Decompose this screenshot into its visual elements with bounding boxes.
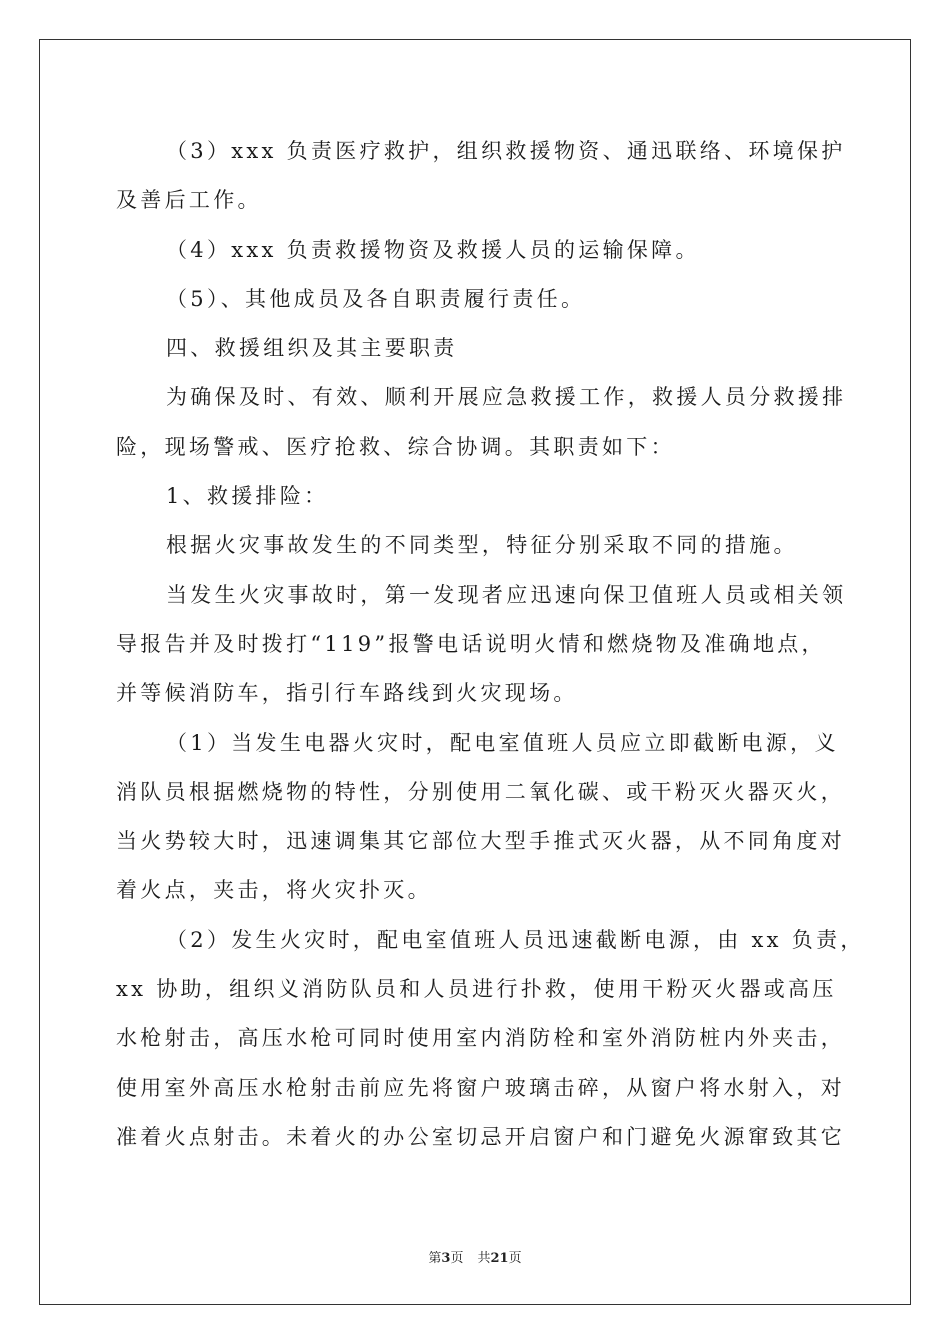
text-line: （1）当发生电器火灾时，配电室值班人员应立即截断电源，义 [166,730,839,755]
text-line: 险，现场警戒、医疗抢救、综合协调。其职责如下： [116,434,675,459]
total-prefix: 共 [477,1251,491,1266]
text-line: （2）发生火灾时，配电室值班人员迅速截断电源，由 xx 负责， [166,927,865,952]
total-suffix: 页 [508,1251,522,1266]
total-pages: 21 [490,1251,509,1266]
text-line: 着火点，夹击，将火灾扑灭。 [116,878,432,903]
section-heading: 四、救援组织及其主要职责 [166,336,458,361]
text-line: 导报告并及时拨打“119”报警电话说明火情和燃烧物及准确地点， [116,631,826,656]
text-line: 准着火点射击。未着火的办公室切忌开启窗户和门避免火源窜致其它 [116,1124,845,1149]
page-suffix: 页 [450,1251,464,1266]
page-prefix: 第 [428,1251,442,1266]
text-line: （3）xxx 负责医疗救护，组织救援物资、通迅联络、环境保护 [166,139,846,163]
text-line: 当火势较大时，迅速调集其它部位大型手推式灭火器，从不同角度对 [116,829,845,854]
text-line: 为确保及时、有效、顺利开展应急救援工作，救援人员分救援排 [166,385,847,410]
text-line: （5）、其他成员及各自职责履行责任。 [166,286,586,311]
text-line: 消队员根据燃烧物的特性，分别使用二氧化碳、或干粉灭火器灭火， [116,779,845,804]
page-footer [0,1247,950,1266]
text-line: 及善后工作。 [116,188,262,213]
page-number: 3 [441,1251,451,1266]
text-line: （4）xxx 负责救援物资及救援人员的运输保障。 [166,237,700,262]
text-line: 当发生火灾事故时，第一发现者应迅速向保卫值班人员或相关领 [166,582,847,607]
text-line: 并等候消防车，指引行车路线到火灾现场。 [116,681,578,706]
text-line: xx 协助，组织义消防队员和人员进行扑救，使用干粉灭火器或高压 [116,977,837,1002]
subsection-heading: 1、救援排险： [166,484,329,509]
text-line: 水枪射击，高压水枪可同时使用室内消防栓和室外消防桩内外夹击， [116,1026,845,1051]
document-body [116,127,865,1162]
text-line: 使用室外高压水枪射击前应先将窗户玻璃击碎，从窗户将水射入，对 [116,1075,845,1100]
text-line: 根据火灾事故发生的不同类型，特征分别采取不同的措施。 [166,533,798,558]
